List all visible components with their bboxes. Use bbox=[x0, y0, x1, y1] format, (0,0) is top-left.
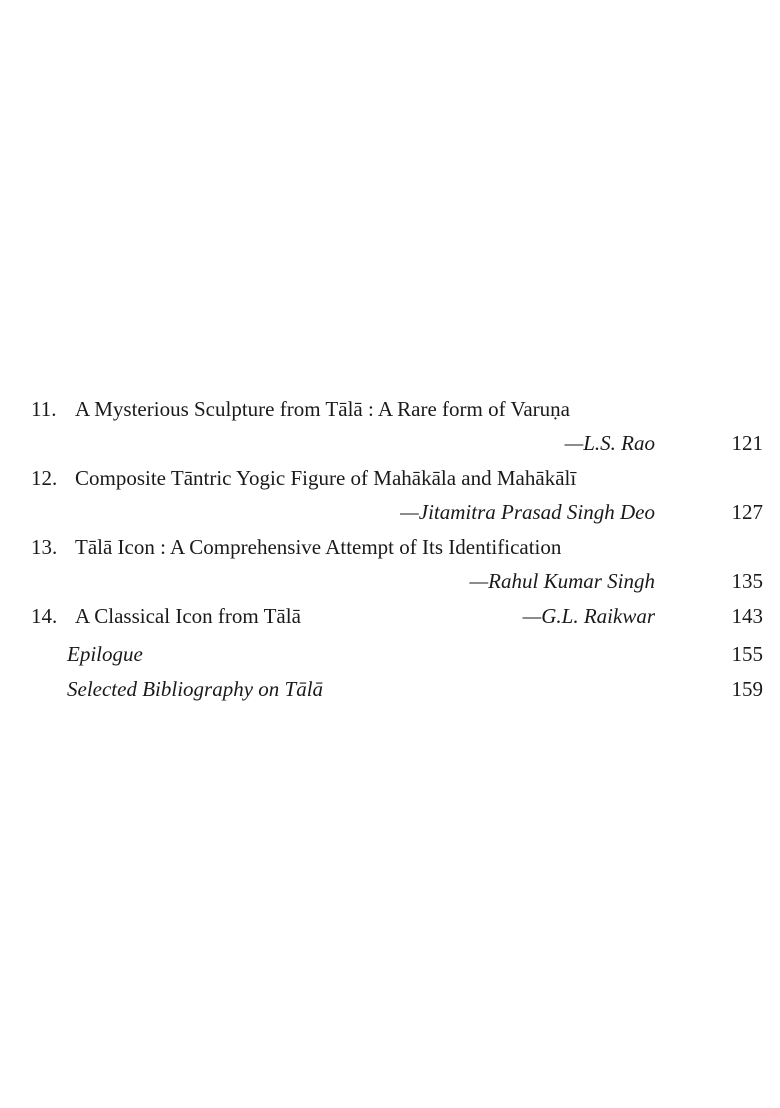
entry-page-number: 143 bbox=[731, 604, 763, 628]
entry-title: Tālā Icon : A Comprehensive Attempt of Its Identification bbox=[75, 535, 562, 559]
entry-author: —Jitamitra Prasad Singh Deo bbox=[400, 500, 655, 524]
entry-number: 11. bbox=[31, 397, 57, 421]
back-matter-title: Selected Bibliography on Tālā bbox=[67, 677, 324, 701]
back-matter-title: Epilogue bbox=[67, 642, 143, 666]
entry-page-number: 127 bbox=[731, 500, 763, 524]
entry-author: —G.L. Raikwar bbox=[522, 604, 655, 628]
entry-number: 14. bbox=[31, 604, 58, 628]
entry-page-number: 135 bbox=[731, 569, 763, 593]
entry-number: 13. bbox=[31, 535, 58, 559]
entry-author: —Rahul Kumar Singh bbox=[469, 569, 655, 593]
entry-title: A Classical Icon from Tālā bbox=[75, 604, 301, 628]
entry-author: —L.S. Rao bbox=[564, 431, 655, 455]
entry-page-number: 121 bbox=[731, 431, 763, 455]
back-matter-page-number: 159 bbox=[731, 677, 763, 701]
entry-title: Composite Tāntric Yogic Figure of Mahākāla and Mahākālī bbox=[75, 466, 577, 490]
entry-title: A Mysterious Sculpture from Tālā : A Rare form of Varuṇa bbox=[75, 397, 570, 421]
back-matter-page-number: 155 bbox=[731, 642, 763, 666]
entry-number: 12. bbox=[31, 466, 58, 490]
